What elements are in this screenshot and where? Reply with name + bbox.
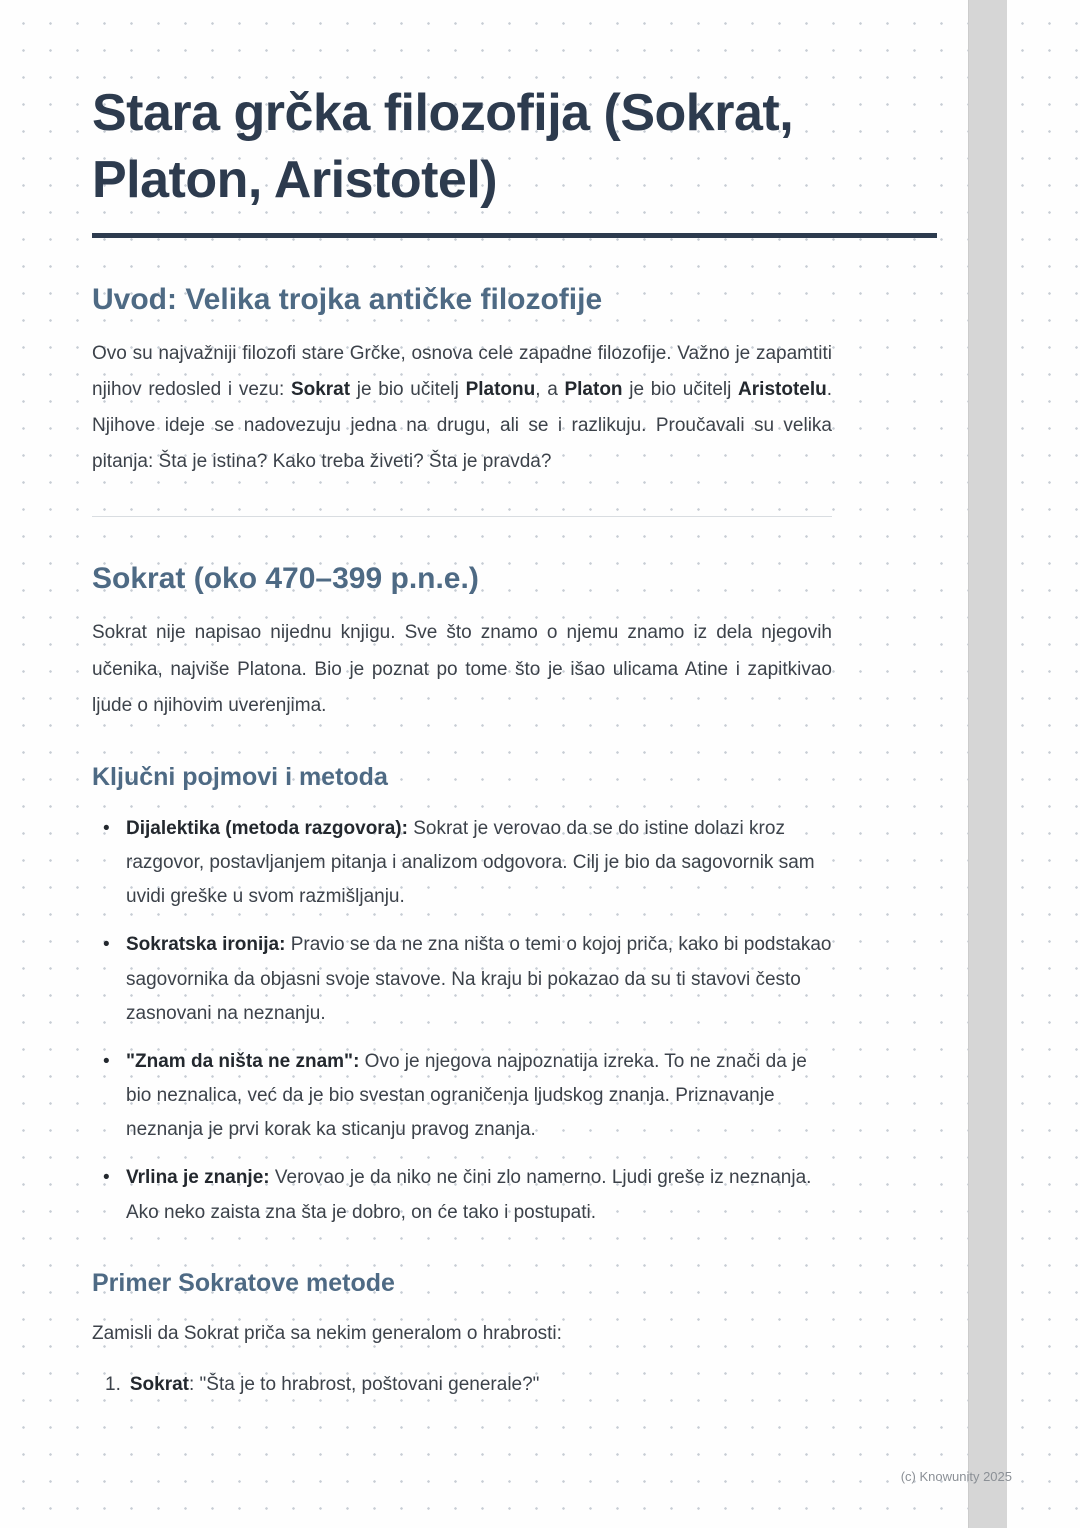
list-item-znam-da-nista-ne-znam [92,1045,832,1148]
list-item-dijalektika [92,812,832,915]
text-segment: je bio učitelj [622,379,739,401]
list-item-lead: Vrlina je znanje: [126,1167,270,1189]
example-intro-paragraph: Zamisli da Sokrat priča sa nekim generalom o hrabrosti: [92,1322,562,1344]
section-heading-sokrat: Sokrat (oko 470–399 p.n.e.) [92,562,479,596]
numbered-item-text: : "Šta je to hrabrost, poštovani generale?" [189,1373,540,1395]
list-item-lead: Sokratska ironija: [126,934,286,956]
page-content [92,0,952,1402]
bullet-icon: • [103,1167,110,1189]
list-item-text: Pravio se da ne zna ništa o temi o kojoj priča, kako bi podstakao sagovornika da objasni svoje stavove. Na kraju bi pokazao da su ti stavovi često zasnovani na neznanju. [126,934,832,1024]
list-item-lead: Dijalektika (metoda razgovora): [126,817,408,839]
list-item-text: Ovo je njegova najpoznatija izreka. To ne znači da je bio neznalica, već da je bio svestan ograničenja ljudskog znanja. Priznavanje neznanja je prvi korak ka sticanju pravog znanja. [126,1050,807,1141]
intro-paragraph [92,336,832,480]
text-segment: , a [535,379,565,401]
bullet-icon: • [103,817,110,839]
list-item-text: Sokrat je verovao da se do istine dolazi kroz razgovor, postavljanjem pitanja i analizom odgovora. Cilj je bio da sagovornik sam uvidi greške u svom razmišljanju. [126,817,815,908]
bullet-icon: • [103,934,110,956]
page-title: Stara grčka filozofija (Sokrat, Platon, Aristotel) [92,84,794,209]
section-divider [92,516,832,517]
title-rule [92,233,937,238]
key-concepts-list [92,812,832,1230]
list-item-ironija [92,928,832,1031]
bold-term-platonu: Platonu [465,379,536,401]
list-item-text: Verovao je da niko ne čini zlo namerno. Ljudi greše iz neznanja. Ako neko zaista zna šta je dobro, on će tako i postupati. [126,1167,812,1223]
list-number: 1. [105,1373,121,1395]
bold-term-platon: Platon [564,379,623,401]
bullet-icon: • [103,1050,110,1072]
copyright-footer: (c) Knowunity 2025 [900,1469,1012,1484]
text-segment: . Njihove ideje se nadovezuju jedna na drugu, ali se i razlikuju. Proučavali su velika pitanja: Šta je istina? Kako treba živeti? Šta je pravda? [92,379,833,473]
section-heading-uvod: Uvod: Velika trojka antičke filozofije [92,283,603,317]
bold-term-sokrat: Sokrat [290,379,351,401]
numbered-item-lead: Sokrat [129,1373,189,1395]
subheading-kljucni-pojmovi: Ključni pojmovi i metoda [92,762,388,791]
numbered-list-item [92,1368,832,1402]
text-segment: je bio učitelj [350,379,466,401]
sokrat-paragraph: Sokrat nije napisao nijednu knjigu. Sve što znamo o njemu znamo iz dela njegovih učenika, najviše Platona. Bio je poznat po tome što je išao ulicama Atine i zapitkivao ljude o njihovim uverenjima. [92,622,832,716]
page-edge-strip [968,0,1007,1528]
text-segment: Ovo su najvažniji filozofi stare Grčke, osnova cele zapadne filozofije. Važno je zapamtiti njihov redosled i vezu: [92,343,832,401]
list-item-lead: "Znam da ništa ne znam": [126,1050,360,1072]
subheading-primer-metode: Primer Sokratove metode [92,1268,395,1297]
list-item-vrlina-je-znanje [92,1161,832,1229]
bold-term-aristotelu: Aristotelu [738,379,827,401]
